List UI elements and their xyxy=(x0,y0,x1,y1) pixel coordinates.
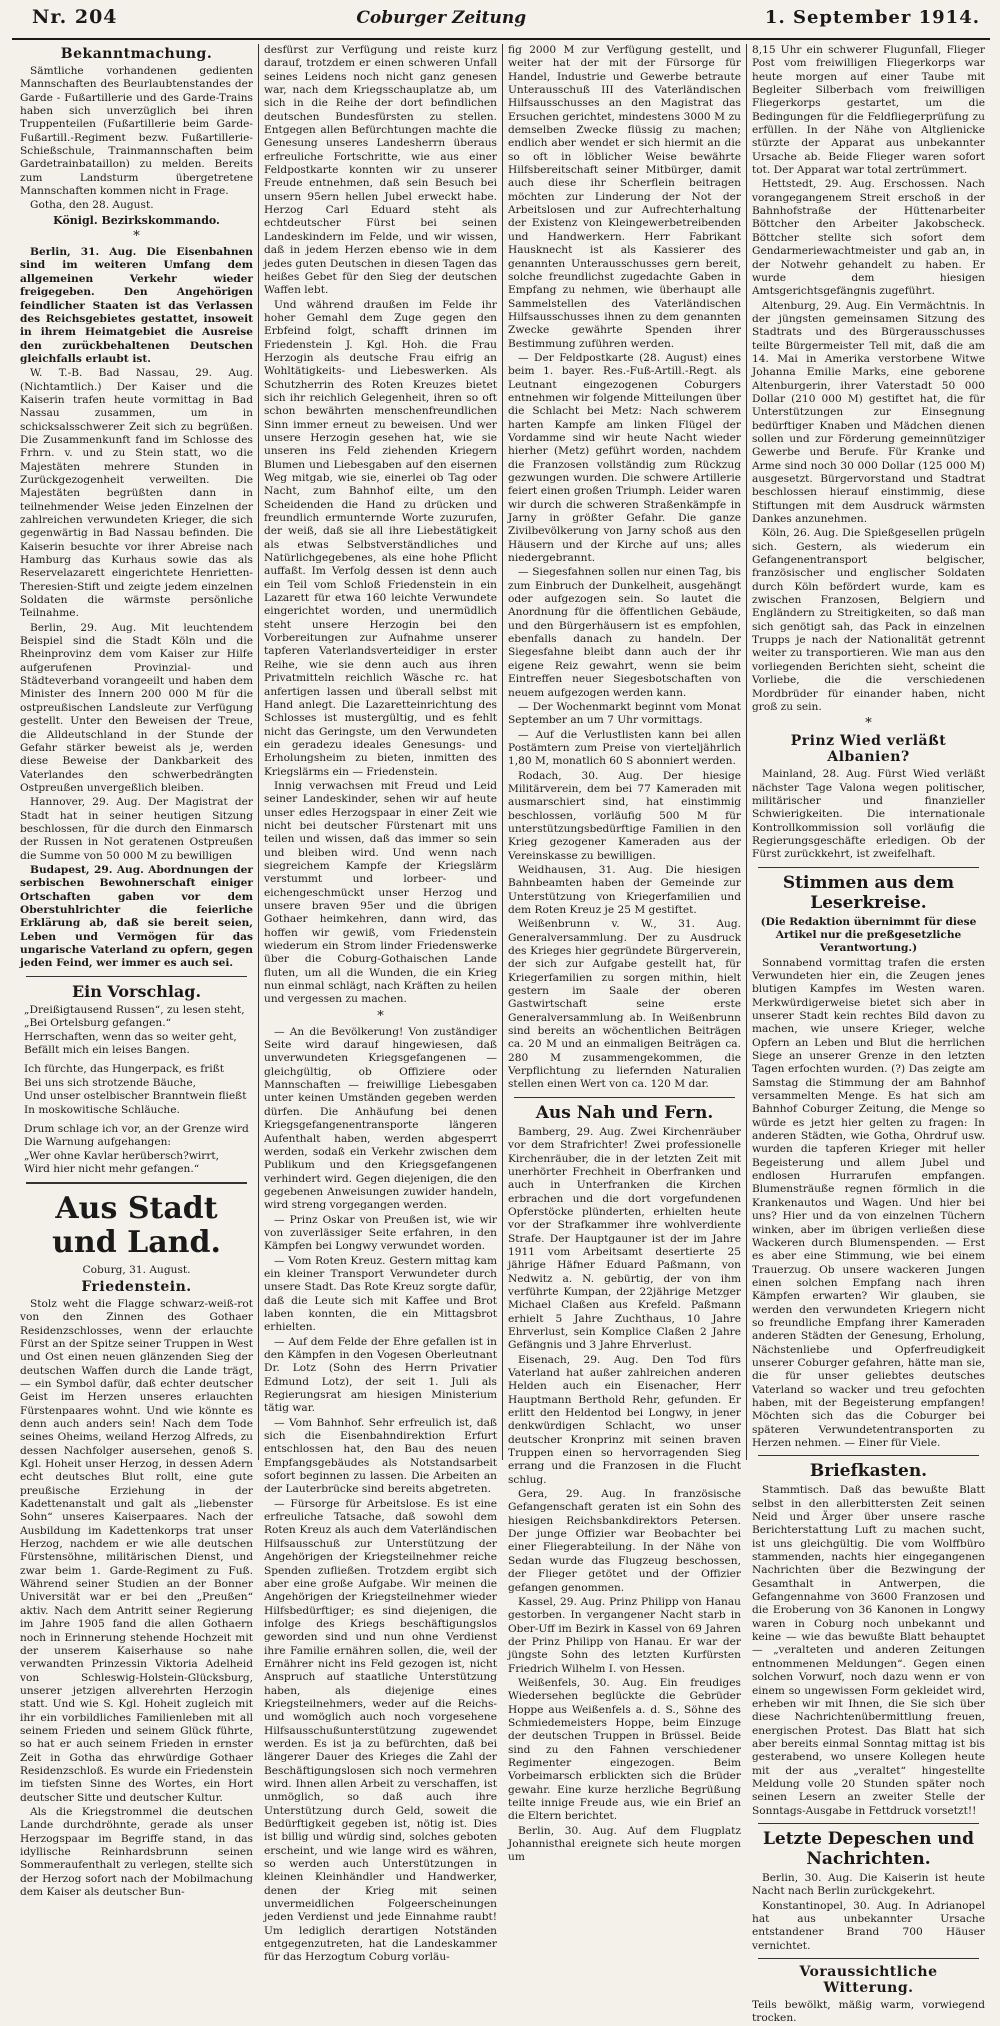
columns xyxy=(12,44,990,2025)
article-text: desfürst zur Verfügung und reiste kurz darauf, trotzdem er einen schweren Unfall seines Leidens noch nicht ganz genesen war, nach dem Kriegsschauplatze ab, um sich in die Reihe der dort befindlichen deutschen Bundesfürsten zu stellen. Entgegen allen Befürchtungen machte die Genesung unseres Landesherrn überaus erfreuliche Fortschritte, wie aus einer Feldpostkarte konnten wir zu unserer Freude entnehmen, daß sein Besuch bei unsern 95ern hellen Jubel erweckt habe. Herzog Carl Eduard steht als echtdeutscher Fürst bei seinen Landeskindern im Felde, und wir wissen, daß in jedem Herzen ebenso wie in dem jedes guten Deutschen in diesen Tagen das heißes Gebet für den Sieg der deutschen Waffen lebt. xyxy=(264,44,497,297)
issue-number: Nr. 204 xyxy=(32,6,118,28)
poem-line: Bei uns sich strotzende Bäuche, xyxy=(24,1076,197,1089)
poem-line: Wird hier nicht mehr gefangen.“ xyxy=(24,1163,200,1176)
divider xyxy=(758,1958,979,1959)
divider xyxy=(758,867,979,868)
article-text: — Der Feldpostkarte (28. August) eines beim 1. bayer. Res.-Fuß-Artill.-Regt. als Leutnant eingezogenen Coburgers entnehmen wir folgende Mitteilungen über die Schlacht bei Metz: Nach schwerem harten Kampfe am linken Flügel der Vordamme sind wir heute Nacht wieder hierher (Metz) geführt worden, nachdem die Franzosen vollständig zum Rückzug gezwungen wurden. Die schwere Artillerie feiert einen großen Triumph. Leider waren wir durch die schweren Straßenkämpfe in Jarny in größter Gefahr. Die ganze Zivilbevölkerung von Jarny schoß aus den Häusern und der Kirche auf uns; alles niedergebrannt. xyxy=(508,351,741,565)
article-text: Weidhausen, 31. Aug. Die hiesigen Bahnbeamten haben der Gemeinde zur Unterstützung von Kriegerfamilien und dem Roten Kreuz je 25 M gestiftet. xyxy=(508,863,741,916)
article-text: Berlin, 31. Aug. Die Eisenbahnen sind im weiteren Umfang dem allgemeinen Verkehr wieder freigegeben. Den Angehörigen feindlicher Staaten ist das Verlassen des Reichsgebietes gestattet, insoweit in ihrem Heimatgebiet die Ausreise den zurückbehaltenen Deutschen gleichfalls erlaubt ist. xyxy=(20,246,253,365)
article-text: — Siegesfahnen sollen nur einen Tag, bis zum Einbruch der Dunkelheit, ausgehängt oder aufgezogen sein. So lautet die Anordnung für die öffentlichen Gebäude, und den Bürgerhäusern ist es empfohlen, ebenfalls danach zu handeln. Der Siegesfahne bleibt dann auch der ihr eigene Reiz gewahrt, wenn sie beim Eintreffen neuer Siegesbotschaften von neuem aufgezogen werden kann. xyxy=(508,566,741,699)
column-1 xyxy=(12,44,258,1899)
article-text: Und während draußen im Felde ihr hoher Gemahl dem Zuge gegen den Erbfeind folgt, schafft drinnen im Friedenstein J. Kgl. Hoh. die Frau Herzogin als deutsche Frau eifrig an Wohltätigkeits- und Liebeswerken. Als Schutzherrin des Roten Kreuzes bietet sich ihr reichlich Gelegenheit, ihren so oft schon bewährten menschenfreundlichen Sinn immer erneut zu beweisen. Und wer unsere Herzogin gesehen hat, wie sie unseren ins Feld ziehenden Kriegern Blumen und Liebesgaben auf den eisernen Weg mitgab, wie sie, einerlei ob Tag oder Nacht, zum Bahnhof eilte, um den Scheidenden die Hand zu drücken und freundlich ermunternde Worte zuzurufen, der weiß, daß sie all ihre Liebestätigkeit als etwas Selbstverständliches und Natürlichgegebenes, als eine hohe Pflicht auffaßt. Im Verfolg dessen ist denn auch ein Teil vom Schloß Friedenstein in ein Lazarett für etwa 160 leichte Verwundete eingerichtet worden, und unermüdlich steht unsere Herzogin bei den Vorbereitungen zur Aufnahme unserer tapferen Vaterlandsverteidiger in erster Reihe, wie sie denn auch aus ihren Privatmitteln reichlich Wäsche rc. hat anfertigen lassen und überall selbst mit Hand anlegt. Die Lazaretteinrichtung des Schlosses ist mustergültig, und es fehlt nicht das Geringste, um den Verwundeten ein geradezu ideales Genesungs- und Erholungsheim zu bieten, inmitten des Kriegslärms ein — Friedenstein. xyxy=(264,298,497,778)
article-text: Mainland, 28. Aug. Fürst Wied verläßt nächster Tage Valona wegen politischer, militärischer und finanzieller Schwierigkeiten. Die internationale Kontrollkommission soll vorläufig die Regierungsgeschäfte erledigen. Ob der Fürst zurückkehrt, ist zweifelhaft. xyxy=(752,768,985,861)
star-separator: * xyxy=(133,229,140,245)
editorial-note: (Die Redaktion übernimmt für diese Artikel nur die preßgesetzliche Verantwortung.) xyxy=(760,915,977,955)
article-text: Stammtisch. Daß das bewußte Blatt selbst in den allerbittersten Zeit seinen Neid und Ärger über unsere rasche Berichterstattung Luft zu machen sucht, ist uns gleichgültig. Die vom Wolffbüro stammenden, nachts hier eingegangenen Nachrichten über die Bezwingung der Gesamthalt in Antwerpen, die Gefangennahme von 3600 Franzosen und die Eroberung von 36 Kanonen in Longwy waren in Coburg noch unbekannt und keine — wie das bewußte Blatt behauptet — „veralteten und anderen Zeitungen entnommenen Meldungen“. Gegen einen solchen Vorwurf, noch dazu wenn er von einem so ungewissen Form gekleidet wird, erheben wir mit Ihnen, die Sie sich über diese Nachrichtenübermittlung freuen, energischen Protest. Das Blatt hat sich aber bereits einmal Sonntag mittag ist bis gesterabend, wo unsere Kollegen heute mit der aus „veraltet“ hingestellte Meldung volle 20 Stunden später noch seinen Lesern an zweiter Stelle der Sonntags-Ausgabe in Fettdruck vorsetzt!! xyxy=(752,1484,985,1817)
article-text: Gera, 29. Aug. In französische Gefangenschaft geraten ist ein Sohn des hiesigen Reichsbankdirektors Petersen. Der junge Offizier war Beobachter bei einer Fliegerabteilung. In der Nähe von Sedan wurde das Flugzeug beschossen, der Flieger getötet und der Offizier gefangen genommen. xyxy=(508,1488,741,1594)
article-heading: Friedenstein. xyxy=(81,1278,192,1295)
article-text: Altenburg, 29. Aug. Ein Vermächtnis. In der jüngsten gemeinsamen Sitzung des Stadtrats und des Bürgerausschusses teilte Bürgermeister Tell mit, daß die am 14. Mai in Amerika verstorbene Witwe Johanna Emilie Marks, eine geborene Altenburgerin, ihrer Vaterstadt 50 000 Dollar (210 000 M) gestiftet hat, die für Unterstützungen zur Einsegnung bedürftiger Knaben und Mädchen dienen sollen und zur Förderung gemeinnütziger Gewerbe und Berufe. Für Kranke und Arme sind noch 30 000 Dollar (125 000 M) ausgesetzt. Bürgervorstand und Stadtrat beschlossen hierauf einstimmig, diese Stiftungen mit dem Ausdruck wärmsten Dankes anzunehmen. xyxy=(752,299,985,526)
article-text: — Prinz Oskar von Preußen ist, wie wir von zuverlässiger Seite erfahren, in den Kämpfen bei Longwy verwundet worden. xyxy=(264,1213,497,1253)
article-text: Teils bewölkt, mäßig warm, vorwiegend trocken. xyxy=(752,1999,985,2025)
divider xyxy=(514,1097,735,1098)
poem-line: „Dreißigtausend Russen“, zu lesen steht, xyxy=(24,1003,245,1016)
column-4 xyxy=(746,44,990,2025)
article-text: — Vom Bahnhof. Sehr erfreulich ist, daß sich die Eisenbahndirektion Erfurt entschlossen hat, den Bau des neuen Empfangsgebäudes als Notstandsarbeit sofort beginnen zu lassen. Die Arbeiten an der Lauterbrücke sind bereits abgetreten. xyxy=(264,1416,497,1496)
article-text: Hannover, 29. Aug. Der Magistrat der Stadt hat in seiner heutigen Sitzung beschlossen, für die durch den Einmarsch der Russen in Not geratenen Ostpreußen die Summe von 50 000 M zu bewilligen xyxy=(20,796,253,862)
poem-line: Und unser ostelbischer Branntwein fließt xyxy=(24,1090,247,1103)
article-text: Sonnabend vormittag trafen die ersten Verwundeten hier ein, die Zeugen jenes blutigen Kampfes im Westen waren. Merkwürdigerweise bietet sich aber in unserer Stadt kein rechtes Bild davon zu machen, wie unsere Krieger, welche Opfern an Leben und Blut die herrlichen Siege an unserer Grenze in den letzten Tagen erfochten wurden. (?) Das zeigte am Samstag die Stimmung der am Bahnhof versammelten Menge. Es hat sich am Bahnhof Coburger Zeitung, die Menge so würde es jetzt hier gelten zu fragen: In anderen Städten, wie Gotha, Ohrdruf usw. wurden die tapferen Krieger mit heller Begeisterung und allem Jubel und endlosen Hurrarufen empfangen. Blumensträuße regnen förmlich in die Krankenautos und Wagen. Und hier bei uns? Hier und da von einzelnen Tüchern winken, aber im übrigen verließen diese Wackeren durch Blumenspenden. — Erst es aber eine Stimmung, wie bei einem Trauerzug. Ob unsere wackeren Jungen einen solchen Empfang nach ihren Kämpfen erwarten? Wir glauben, sie werden den verwundeten Kriegern nicht so freundliche Empfang ihrer Kameraden anderen Städten der Genesung, Erholung, Nächstenliebe und Opferfreudigkeit unserer Coburger gefahren, hätte man sie, die für unser geliebtes deutsches Vaterland so wacker und treu gefochten haben, mit der Begeisterung empfangen! Möchten sich das die Coburger bei späteren Verwundetentransporten zu Herzen nehmen. — Einer für Viele. xyxy=(752,956,985,1449)
article-text: Als die Kriegstrommel die deutschen Lande durchdröhnte, gerade als unser Herzogspaar im Begriffe stand, in das idyllische Reinhardsbrunn seinen Sommeraufenthalt zu verlegen, stellte sich der Herzog sofort nach der Mobilmachung dem Kaiser als deutscher Bun- xyxy=(20,1805,253,1899)
article-text: Kassel, 29. Aug. Prinz Philipp von Hanau gestorben. In vergangener Nacht starb in Ober-Uff im Bezirk in Kassel von 69 Jahren der Prinz Philipp von Hanau. Er war der jüngste Sohn des letzten Kurfürsten Friedrich Wilhelm I. von Hessen. xyxy=(508,1595,741,1675)
article-text: W. T.-B. Bad Nassau, 29. Aug. (Nichtamtlich.) Der Kaiser und die Kaiserin trafen heute vormittag in Bad Nassau zusammen, um in schicksalsschwerer Zeit sich zu begrüßen. Die Zusammenkunft fand im Schlosse des Frhrn. v. und zu Stein statt, wo die Majestäten mehrere Stunden in Zurückgezogenheit verweilten. Die Majestäten begrüßten dann in teilnehmender Weise jeden Einzelnen der zahlreichen verwundeten Krieger, die sich gegenwärtig in Bad Nassau befinden. Die Kaiserin besuchte vor ihrer Abreise nach Hamburg das Kurhaus sowie das als Reservelazarett eingerichtete Henrietten-Theresien-Stift und zeigte jedem einzelnen Soldaten die wärmste persönliche Teilnahme. xyxy=(20,367,253,620)
section-heading: Bekanntmachung. xyxy=(60,46,213,62)
section-heading: Letzte Depeschen und Nachrichten. xyxy=(762,1828,975,1869)
article-text: Bamberg, 29. Aug. Zwei Kirchenräuber vor dem Strafrichter! Zwei professionelle Kirchenräuber, die in der letzten Zeit mit unerhörter Frechheit in Oberfranken und auch in Unterfranken die Kirchen erbrachen und die dort vorgefundenen Opferstöcke plünderten, erhielten heute vor der Strafkammer ihre wohlverdiente Strafe. Der Hauptgauner ist der im Jahre 1911 vom Arbeitsamt desertierte 25 jährige Häfner Eduard Paßmann, von Nedwitz a. N. gebürtig, der von ihm verführte Kumpan, der 22jährige Metzger Michael Claßen aus Krefeld. Paßmann erhielt 5 Jahre Zuchthaus, 10 Jahre Ehrverlust, sein Komplice Claßen 2 Jahre Gefängnis und 3 Jahre Ehrverlust. xyxy=(508,1125,741,1352)
article-text: Berlin, 30. Aug. Die Kaiserin ist heute Nacht nach Berlin zurückgekehrt. xyxy=(752,1871,985,1898)
poem-line: Ich fürchte, das Hungerpack, es frißt xyxy=(24,1063,224,1076)
poem-line: Herrschaften, wenn das so weiter geht, xyxy=(24,1030,237,1043)
article-text: Berlin, 29. Aug. Mit leuchtendem Beispiel sind die Stadt Köln und die Rheinprovinz dem vom Kaiser zur Hilfe aufgerufenen Provinzial- und Städteverband vorangeeilt und haben dem Minister des Innern 200 000 M für die ostpreußischen Landsleute zur Verfügung gestellt. Unter den Beweisen der Treue, die Alldeutschland in der Stunde der Gefahr stärker beweist als je, werden diese Beweise der Dankbarkeit des Vaterlandes den schwerbedrängten Ostpreußen unvergeßlich bleiben. xyxy=(20,621,253,794)
section-heading: Ein Vorschlag. xyxy=(71,981,202,1001)
issue-date: 1. September 1914. xyxy=(764,7,980,28)
article-text: Budapest, 29. Aug. Abordnungen der serbischen Bewohnerschaft einiger Ortschaften gaben vor dem Oberstuhlrichter die feierliche Erklärung ab, daß sie bereit seien, Leben und Vermögen für das ungarische Vaterland zu opfern, gegen jeden Feind, wer immer es auch sei. xyxy=(20,863,253,970)
article-text: Konstantinopel, 30. Aug. In Adrianopel hat aus unbekannter Ursache entstandener Brand 700 Häuser vernichtet. xyxy=(752,1899,985,1952)
article-text: — Auf die Verlustlisten kann bei allen Postämtern zum Preise von vierteljährlich 1,80 M, monatlich 60 S abonniert werden. xyxy=(508,728,741,768)
article-text: 8,15 Uhr ein schwerer Flugunfall, Flieger Post vom freiwilligen Fliegerkorps war heute morgen auf einer Taube mit Begleiter Silberbach vom freiwilligen Fliegerkorps gestartet, um die Bedingungen für die Feldfliegerprüfung zu erfüllen. In der Nähe von Altglienicke stürzte der Apparat aus unbekannter Ursache ab. Beide Flieger waren sofort tot. Der Apparat war total zertrümmert. xyxy=(752,44,985,177)
article-text: — Der Wochenmarkt beginnt vom Monat September an um 7 Uhr vormittags. xyxy=(508,700,741,727)
article-text: Sämtliche vorhandenen gedienten Mannschaften des Beurlaubtenstandes der Garde - Fußartillerie und des Garde-Trains haben sich unverzüglich bei ihren Truppenteilen (Fußartillerie beim Garde-Fußartill.-Regiment bezw. Fußartillerie-Schießschule, Trainmannschaften beim Gardetrainbataillon) zu melden. Bereits zum Landsturm übergetretene Mannschaften kommen nicht in Frage. xyxy=(20,65,253,198)
star-separator: * xyxy=(865,716,872,732)
section-heading: Stimmen aus dem Leserkreise. xyxy=(782,872,955,913)
article-text: Rodach, 30. Aug. Der hiesige Militärverein, dem bei 77 Kameraden mit ausmarschiert sind, hat einstimmig beschlossen, vorläufig 500 M für unterstützungsbedürftige Familien in den Krieg gezogener Kameraden aus der Vereinskasse zu bewilligen. xyxy=(508,769,741,862)
article-text: — Auf dem Felde der Ehre gefallen ist in den Kämpfen in den Vogesen Oberleutnant Dr. Lotz (Sohn des Herrn Privatier Edmund Lotz), der seit 1. Juli als Regierungsrat am hiesigen Ministerium tätig war. xyxy=(264,1335,497,1415)
poem-line: In moskowitische Schläuche. xyxy=(24,1103,180,1116)
column-3 xyxy=(502,44,746,1864)
article-text: Berlin, 30. Aug. Auf dem Flugplatz Johannisthal ereignete sich heute morgen um xyxy=(508,1824,741,1864)
poem-line: Die Warnung aufgehangen: xyxy=(24,1136,171,1149)
divider xyxy=(758,1823,979,1824)
poem-line: Drum schlage ich vor, an der Grenze wird xyxy=(24,1122,249,1135)
divider xyxy=(26,1182,247,1184)
divider xyxy=(758,1455,979,1456)
article-text: — Vom Roten Kreuz. Gestern mittag kam ein kleiner Transport Verwundeter durch unsere Stadt. Das Rote Kreuz sorgte dafür, daß die Leute sich mit Kaffee und Brot laben konnten, die ein Mittagsbrot erhielten. xyxy=(264,1254,497,1334)
poem-line: „Bei Ortelsburg gefangen.“ xyxy=(24,1017,171,1030)
dateline: Gotha, den 28. August. xyxy=(30,199,154,212)
section-heading: Voraussichtliche Witterung. xyxy=(799,1964,938,1996)
newspaper-title: Coburger Zeitung xyxy=(356,8,527,28)
section-heading: Aus Stadt und Land. xyxy=(52,1190,221,1260)
dateline: Coburg, 31. August. xyxy=(82,1263,191,1276)
section-heading: Prinz Wied verläßt Albanien? xyxy=(790,733,947,766)
section-heading: Briefkasten. xyxy=(809,1461,928,1482)
poem xyxy=(24,1004,253,1177)
article-text: Innig verwachsen mit Freud und Leid seiner Landeskinder, sehen wir auf heute unser edles Herzogspaar in einer Zeit wie nicht bei deutscher Fürstenart mit uns teilen und wissen, daß das immer so sein und bleiben wird. Und wenn nach siegreichem Kampfe der Kriegslärm verstummt und lorbeer- und eichengeschmückt unser Herzog und unsere braven 95er und die übrigen Gothaer heimkehren, dann wird, das hoffen wir gewiß, vom Friedenstein wiederum ein Strom linder Friedenswerke über die Coburg-Gothaischen Lande fluten, um all die Wunden, die ein Krieg nun einmal schlägt, nach Kräften zu heilen und vergessen zu machen. xyxy=(264,779,497,1006)
divider xyxy=(26,976,247,977)
article-text: Weißenbrunn v. W., 31. Aug. Generalversammlung. Der zu Ausdruck des Krieges hier gegründete Bürgerverein, der sich zur Aufgabe gestellt hat, für Kriegerfamilien zu sorgen mithin, hielt gestern im Saale der oberen Gastwirtschaft seine erste Generalversammlung ab. In Weißenbrunn sind bereits an wöchentlichen Beiträgen ca. 20 M und an einmaligen Beiträgen ca. 280 M zusammengekommen, die Verpflichtung zu liefernden Naturalien stellen einen Wert von ca. 120 M dar. xyxy=(508,918,741,1091)
section-heading: Aus Nah und Fern. xyxy=(535,1102,714,1123)
star-separator: * xyxy=(377,1008,384,1024)
article-text: — Fürsorge für Arbeitslose. Es ist eine erfreuliche Tatsache, daß sowohl dem Roten Kreuz als auch dem Vaterländischen Hilfsausschuß zur Unterstützung der Angehörigen der Kriegsteilnehmer reiche Spenden zufließen. Trotzdem ergibt sich aber eine große Aufgabe. Wir meinen die Angehörigen der Kriegsteilnehmer wieder Hilfsbedürftiger; es sind diejenigen, die infolge des Kriegs beschäftigungslos geworden sind und nun ohne Verdienst ihre Familie ernähren sollen, die, weil der Ernährer nicht ins Feld gezogen ist, nicht Anspruch auf staatliche Unterstützung haben, als diejenige eines Kriegsteilnehmers, weder auf die Reichs- und womöglich auch noch vorgesehene Hilfsausschußunterstützung zugewendet werden. Es ist ja zu befürchten, daß bei längerer Dauer des Krieges die Zahl der Beschäftigungslosen sich noch vermehren wird. Ihnen allen Arbeit zu verschaffen, ist unmöglich, so daß auch ihre Unterstützung durch Geld, soweit die Bedürftigkeit gegeben ist, nötig ist. Dies ist billig und würdig sind, solches geboten erscheint, und wie lange wird es währen, so werden auch Unterstützungen in kleinen Kleinhändler und Handwerker, denen der Krieg mit seinen unvermeidlichen Folgeerscheinungen jeden Verdienst und jede Einnahme raubt! Um lediglich derartigen Notständen entgegenzutreten, hat die Landeskammer für das Herzogtum Coburg vorläu- xyxy=(264,1497,497,1964)
poem-line: Befällt mich ein leises Bangen. xyxy=(24,1043,190,1056)
signature: Königl. Bezirkskommando. xyxy=(53,213,220,227)
masthead xyxy=(12,6,990,40)
article-text: Köln, 26. Aug. Die Spießgesellen prügeln sich. Gestern, als wiederum ein Gefangenentransport belgischer, französischer und englischer Soldaten durch Köln befördert wurde, kam es zwischen Franzosen, Belgiern und Engländern zu Streitigkeiten, so daß man sich genötigt sah, das Pack in einzelnen Trupps je nach der Nationalität getrennt weiter zu transportieren. Wie man aus den vorliegenden Berichten sieht, scheint die Vorliebe, die die verschiedenen Mordbrüder für einander haben, nicht groß zu sein. xyxy=(752,527,985,713)
poem-line: „Wer ohne Kavlar herübersch?wirrt, xyxy=(24,1149,220,1162)
article-text: Weißenfels, 30. Aug. Ein freudiges Wiedersehen beglückte die Gebrüder Hoppe aus Weißenfels a. d. S., Söhne des Schmiedemeisters Hoppe, beim Einzuge der deutschen Truppen in Brüssel. Beide sind zu den Fahnen verschiedener Regimenter eingezogen. Beim Vorbeimarsch erblickten sich die Brüder gewahr. Eine kurze herzliche Begrüßung teilte innige Freude aus, wie ein Brief an die Eltern berichtet. xyxy=(508,1676,741,1823)
column-2 xyxy=(258,44,502,1964)
article-text: fig 2000 M zur Verfügung gestellt, und weiter hat der mit der Fürsorge für Handel, Industrie und Gewerbe betraute Unterausschuß III des Vaterländischen Hilfsausschusses an den Magistrat das Ersuchen gerichtet, mindestens 3000 M zu demselben Zwecke flüssig zu machen; endlich aber wendet er sich hiermit an die so oft in löblicher Weise bewährte Hilfsbereitschaft seiner Mitbürger, damit auch diese ihr Scherflein beitragen möchten zur Linderung der Not der Arbeitslosen und zur Aufrechterhaltung der Existenz von Kleingewerbetreibenden und Handwerkern. Herr Fabrikant Hausknecht ist als Kassierer des genannten Unterausschusses gern bereit, solche freundlichst zugedachte Gaben in Empfang zu nehmen, wie überhaupt alle Sammelstellen des Vaterländischen Hilfsausschusses ihnen zu dem genannten Zwecke gewährte Spenden ihrer Bestimmung zuführen werden. xyxy=(508,44,741,350)
article-text: — An die Bevölkerung! Von zuständiger Seite wird darauf hingewiesen, daß unverwundeten Kriegsgefangenen — gleichgültig, ob Offiziere oder Mannschaften — freiwillige Liebesgaben unter keinen Umständen gegeben werden dürfen. Die Anhäufung bei denen Kriegsgefangenentransporte längeren Aufenthalt haben, werden abgesperrt werden, sodaß ein Verkehr zwischen dem Publikum und den Kriegsgefangenen verhindert wird. Gegen diejenigen, die den gegebenen Anweisungen zuwider handeln, wird streng vorgegangen werden. xyxy=(264,1025,497,1212)
article-text: Hettstedt, 29. Aug. Erschossen. Nach vorangegangenem Streit erschoß in der Bahnhofstraße der Hüttenarbeiter Böttcher den Arbeiter Jakobscheck. Böttcher stellte sich sofort dem Gendarmeriewachtmeister und gab an, in der Notwehr gehandelt zu haben. Er wurde dem hiesigen Amtsgerichtsgefängnis zugeführt. xyxy=(752,178,985,298)
article-text: Stolz weht die Flagge schwarz-weiß-rot von den Zinnen des Gothaer Residenzschlosses, wenn der erlauchte Fürst an der Spitze seiner Truppen in West und Ost einen neuen glänzenden Sieg der deutschen Waffen durch die Lande trägt, — ein Symbol dafür, daß echter deutscher Geist im Herzen unseres erlauchten Fürstenpaares wohnt. Und wie könnte es denn auch anders sein! Nach dem Tode seines Oheims, weiland Herzog Alfreds, zu dessen Nachfolger ausersehen, genoß S. Kgl. Hoheit unser Herzog, in dessen Adern echt deutsches Blut rollt, eine gute preußische Erziehung in der Kadettenanstalt und galt als „liebenster Sohn“ unseres Kaiserpaares. Nach der Ausbildung im Kadettenkorps trat unser Herzog, nachdem er wie alle deutschen Fürstensöhne, militärischen Dienst, und zwar beim 1. Garde-Regiment zu Fuß. Während seiner Studien an der Bonner Universität war er bei den „Preußen“ aktiv. Nach dem Antritt seiner Regierung im Jahre 1905 fand die allen Gothaern noch in Erinnerung stehende Hochzeit mit der unserem Kaiserhause so nahe verwandten Prinzessin Viktoria Adelheid von Schleswig-Holstein-Glücksburg, unserer jetzigen allverehrten Herzogin statt. Und wie S. Kgl. Hoheit zugleich mit ihr ein vorbildliches Familienleben mit all seinem Frieden und seinem Glück führte, so hat er auch seinem Frieden in ernster Zeit in Gotha das ehrwürdige Gothaer Residenzschloß. Es wurde ein Friedenstein im tiefsten Sinne des Wortes, ein Hort deutscher Sitte und deutscher Kultur. xyxy=(20,1297,253,1804)
article-text: Eisenach, 29. Aug. Den Tod fürs Vaterland hat außer zahlreichen anderen Helden auch ein Eisenacher, Herr Hauptmann Berthold Rehr, gefunden. Er erlitt den Heldentod bei Longwy, in jener denkwürdigen Schlacht, wo unser deutscher Kronprinz mit seinen braven Truppen einen so hervorragenden Sieg errang und die Franzosen in die Flucht schlug. xyxy=(508,1353,741,1486)
